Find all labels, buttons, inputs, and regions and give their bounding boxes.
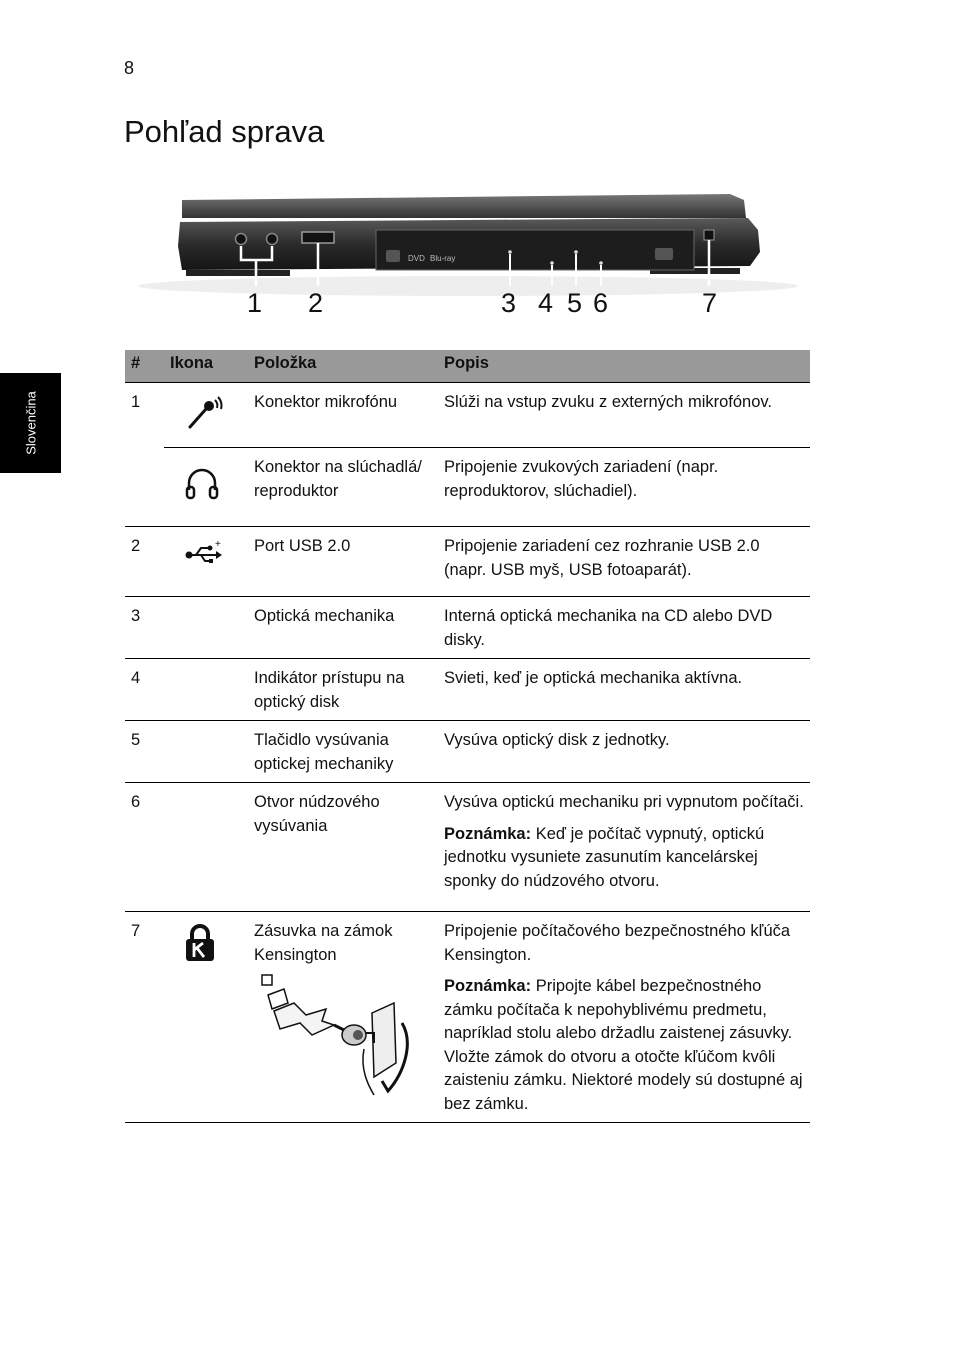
row-number: 1 — [125, 383, 164, 448]
dvd-label: DVD — [408, 254, 425, 263]
row-item: Zásuvka na zámok Kensington — [254, 922, 393, 964]
row-icon — [164, 912, 248, 1123]
row-description: Pripojenie zariadení cez rozhranie USB 2.0 (napr. USB myš, USB fotoaparát). — [438, 527, 810, 597]
headphones-icon — [184, 466, 220, 502]
eject-button — [550, 261, 554, 265]
row-icon — [164, 597, 248, 659]
note-label: Poznámka: — [444, 977, 532, 995]
microphone-jack — [236, 234, 247, 245]
callout-3: 3 — [501, 288, 517, 318]
header-number: # — [125, 350, 164, 383]
header-description: Popis — [438, 350, 810, 383]
table-row — [125, 597, 810, 659]
microphone-icon — [184, 395, 224, 431]
row-icon — [164, 448, 248, 527]
language-side-tab — [0, 373, 61, 473]
usb-port — [302, 232, 334, 243]
note-text: Pripojte kábel bezpečnostného zámku počítača k nepohyblivému predmetu, napríklad stolu alebo držadlu zaistenej zásuvky. Vložte zámok do otvoru a otočte kľúčom kvôli zaisteniu zámku. Niektoré modely sú dostupné aj bez zámku. — [444, 977, 803, 1113]
row-number: 6 — [125, 783, 164, 912]
laptop-right-side-illustration — [138, 186, 798, 322]
row-item: Konektor na slúchadlá/ reproduktor — [248, 448, 438, 527]
ports-table — [125, 350, 810, 1123]
table-row — [125, 527, 810, 597]
callout-5: 5 — [567, 288, 583, 318]
row-number: 7 — [125, 912, 164, 1123]
row-number: 2 — [125, 527, 164, 597]
optical-drive — [376, 230, 694, 270]
table-header-row — [125, 350, 810, 383]
row-description-cell — [438, 783, 810, 912]
callout-6: 6 — [593, 288, 609, 318]
table-row — [125, 383, 810, 448]
header-item: Položka — [248, 350, 438, 383]
note-text: Keď je počítač vypnutý, optickú jednotku vysuniete zasunutím kancelárskej sponky do núdzového otvoru. — [444, 824, 765, 890]
table-row — [125, 721, 810, 783]
row-description: Interná optická mechanika na CD alebo DVD disky. — [438, 597, 810, 659]
row-item: Indikátor prístupu na optický disk — [248, 659, 438, 721]
callout-1: 1 — [247, 288, 263, 318]
kensington-lock-illustration — [254, 973, 414, 1099]
table-row — [125, 448, 810, 527]
row-note — [444, 975, 804, 1116]
row-description: Slúži na vstup zvuku z externých mikrofónov. — [438, 383, 810, 448]
row-item: Konektor mikrofónu — [248, 383, 438, 448]
row-icon — [164, 659, 248, 721]
callout-4: 4 — [538, 288, 554, 318]
side-tab-label: Slovenčina — [23, 391, 38, 455]
row-icon — [164, 383, 248, 448]
row-description: Svieti, keď je optická mechanika aktívna. — [438, 659, 810, 721]
row-number — [125, 448, 164, 527]
row-icon — [164, 527, 248, 597]
row-number: 4 — [125, 659, 164, 721]
row-number: 5 — [125, 721, 164, 783]
row-icon — [164, 721, 248, 783]
row-description: Pripojenie zvukových zariadení (napr. reproduktorov, slúchadiel). — [438, 448, 810, 527]
row-item: Optická mechanika — [248, 597, 438, 659]
page-number: 8 — [124, 58, 135, 78]
row-item: Tlačidlo vysúvania optickej mechaniky — [248, 721, 438, 783]
table-row — [125, 912, 810, 1123]
callout-2: 2 — [308, 288, 324, 318]
kensington-lock-icon — [184, 924, 216, 962]
usb-icon — [184, 539, 224, 567]
svg-text:+: + — [215, 539, 221, 550]
table-row — [125, 783, 810, 912]
row-number: 3 — [125, 597, 164, 659]
note-label: Poznámka: — [444, 824, 532, 843]
row-item-cell — [248, 912, 438, 1123]
row-note — [444, 823, 804, 894]
kensington-slot — [704, 230, 714, 240]
page-title: Pohľad sprava — [124, 114, 325, 149]
row-description: Vysúva optickú mechaniku pri vypnutom počítači. — [444, 793, 804, 811]
headphone-jack — [267, 234, 278, 245]
callout-7: 7 — [702, 288, 718, 318]
optical-drive-led — [508, 250, 512, 254]
row-icon — [164, 783, 248, 912]
table-row — [125, 659, 810, 721]
row-description: Pripojenie počítačového bezpečnostného kľúča Kensington. — [444, 922, 791, 964]
row-item: Port USB 2.0 — [248, 527, 438, 597]
row-item: Otvor núdzového vysúvania — [248, 783, 438, 912]
row-description-cell — [438, 912, 810, 1123]
emergency-eject-hole — [574, 250, 578, 254]
row-description: Vysúva optický disk z jednotky. — [438, 721, 810, 783]
laptop-lid — [182, 194, 746, 218]
bluray-label: Blu-ray — [430, 254, 456, 263]
header-icon: Ikona — [164, 350, 248, 383]
